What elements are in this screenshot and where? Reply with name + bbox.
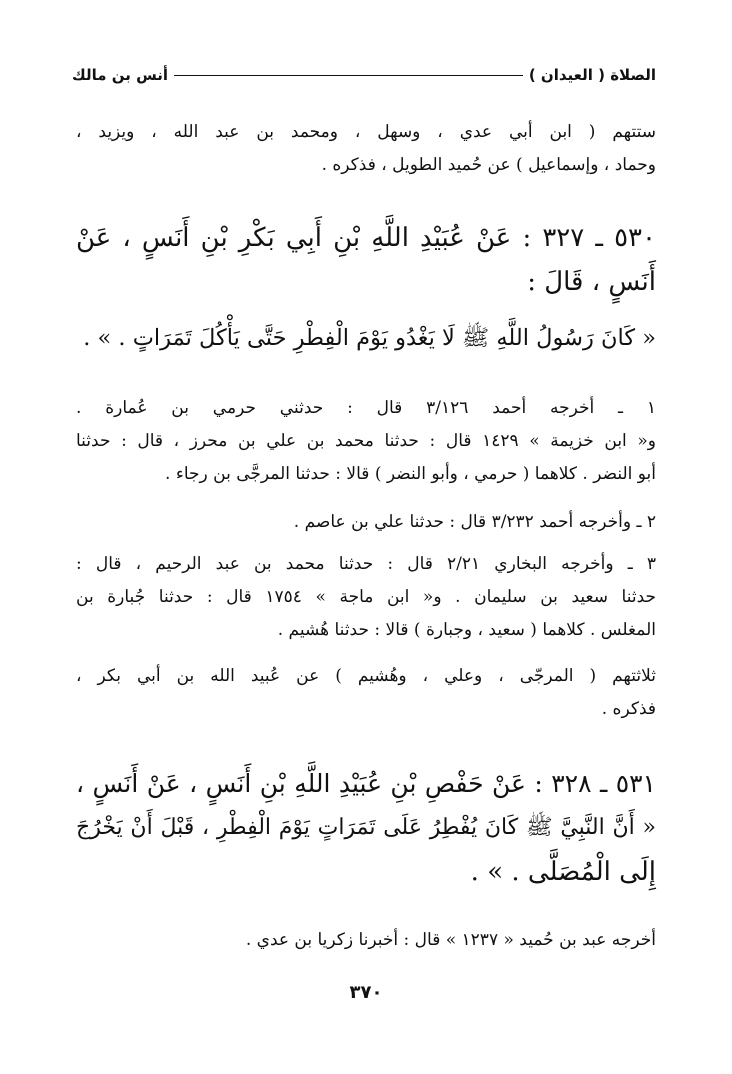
text-line: أبو النضر . كلاهما ( حرمي ، وأبو النضر ) قالا : حدثنا المرجَّى بن رجاء . [165, 464, 656, 484]
text-line: ١ ـ أخرجه أحمد ٣/١٢٦ قال : حدثني حرمي بن عُمارة . [76, 398, 656, 418]
text-line: و« ابن خزيمة » ١٤٢٩ قال : حدثنا محمد بن علي بن محرز ، قال : حدثنا [76, 431, 656, 451]
text-line: ستتهم ( ابن أبي عدي ، وسهل ، ومحمد بن عبد الله ، ويزيد ، [76, 122, 656, 142]
hadith-531 [76, 762, 656, 894]
takhrij-2 [76, 506, 656, 539]
narrators-paragraph [76, 116, 656, 182]
text-line: أخرجه عبد بن حُميد « ١٢٣٧ » قال : أخبرنا زكريا بن عدي . [245, 930, 656, 950]
hadith-line: أَنَسٍ ، قَالَ : [527, 267, 656, 297]
text-line: ٢ ـ وأخرجه أحمد ٣/٢٣٢ قال : حدثنا علي بن عاصم . [293, 512, 656, 532]
header-rule [174, 75, 523, 76]
text-line: وحماد ، وإسماعيل ) عن حُميد الطويل ، فذكره . [321, 155, 656, 175]
text-line: ٣ ـ وأخرجه البخاري ٢/٢١ قال : حدثنا محمد بن عبد الرحيم ، قال : [76, 554, 656, 574]
text-line: حدثنا سعيد بن سليمان . و« ابن ماجة » ١٧٥٤ قال : حدثنا جُبارة بن [76, 587, 656, 607]
takhrij-4 [76, 660, 656, 726]
running-header [72, 62, 656, 88]
hadith-line: ٥٣٠ ـ ٣٢٧ : عَنْ عُبَيْدِ اللَّهِ بْنِ أَبِي بَكْرِ بْنِ أَنَسٍ ، عَنْ [76, 223, 656, 253]
takhrij-5 [76, 924, 656, 957]
takhrij-1 [76, 392, 656, 491]
hadith-line: « أَنَّ النَّبِيَّ ﷺ كَانَ يُفْطِرُ عَلَى تَمَرَاتٍ يَوْمَ الْفِطْرِ ، قَبْلَ أَنْ يَخْرُجَ [76, 815, 656, 840]
hadith-line: إِلَى الْمُصَلَّى . » . [470, 857, 656, 887]
text-line: المغلس . كلاهما ( سعيد ، وجبارة ) قالا : حدثنا هُشيم . [277, 620, 656, 640]
page-number: ٣٧٠ [349, 982, 383, 1003]
text-line: فذكره . [601, 699, 656, 719]
header-chapter-title: الصلاة ( العيدان ) [528, 66, 656, 84]
hadith-530 [76, 216, 656, 360]
header-companion-name: أنس بن مالك [72, 66, 169, 84]
takhrij-3 [76, 548, 656, 647]
hadith-line: ٥٣١ ـ ٣٢٨ : عَنْ حَفْصِ بْنِ عُبَيْدِ اللَّهِ بْنِ أَنَسٍ ، عَنْ أَنَسٍ ، [76, 769, 656, 798]
hadith-matn: « كَانَ رَسُولُ اللَّهِ ﷺ لَا يَغْدُو يَوْمَ الْفِطْرِ حَتَّى يَأْكُلَ تَمَرَاتٍ . » . [83, 325, 656, 351]
text-line: ثلاثتهم ( المرجّى ، وعلي ، وهُشيم ) عن عُبيد الله بن أبي بكر ، [76, 666, 656, 686]
